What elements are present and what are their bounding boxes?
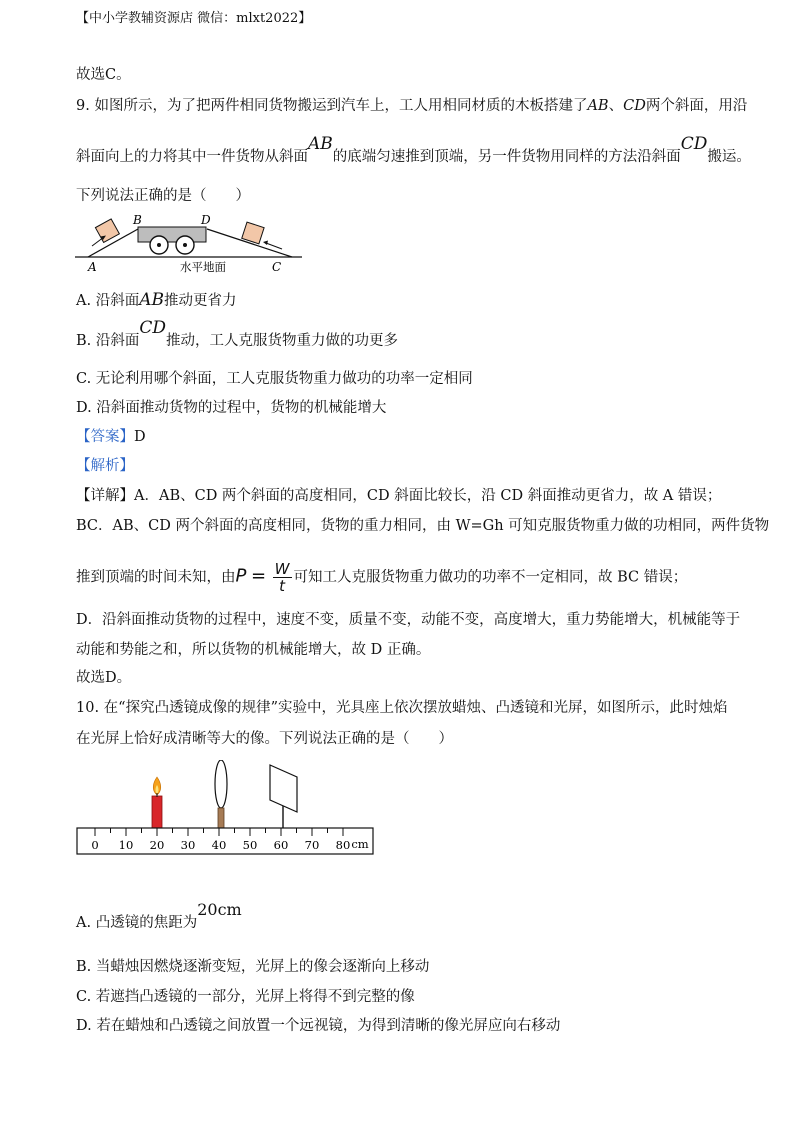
q9-option-d: D. 沿斜面推动货物的过程中，货物的机械能增大 xyxy=(76,400,387,416)
q9-detail-line1: 【详解】A．AB、CD 两个斜面的高度相同，CD 斜面比较长，沿 CD 斜面推动更省力，故 A 错误； xyxy=(76,488,722,504)
q9-answer: 【答案】D xyxy=(76,429,146,445)
q9-analysis-tag: 【解析】 xyxy=(76,458,134,474)
q9-conclusion: 故选D。 xyxy=(76,670,132,686)
candle xyxy=(152,796,162,828)
q10-option-d: D. 若在蜡烛和凸透镜之间放置一个远视镜，为得到清晰的像光屏应向右移动 xyxy=(76,1018,561,1034)
light-screen xyxy=(270,765,297,812)
ruler-tick-label: 30 xyxy=(180,838,196,852)
q9-detail-line2: BC．AB、CD 两个斜面的高度相同，货物的重力相同，由 W=Gh 可知克服货物重力做的功相同，两件货物 xyxy=(76,518,770,534)
prev-answer: 故选C。 xyxy=(76,67,131,83)
convex-lens xyxy=(215,760,227,808)
ruler-tick-label: 50 xyxy=(242,838,258,852)
ruler-tick-label: 60 xyxy=(273,838,289,852)
q10-option-c: C. 若遮挡凸透镜的一部分，光屏上将得不到完整的像 xyxy=(76,989,415,1005)
ruler-tick-label: 80 xyxy=(335,838,351,852)
q9-stem-line3: 下列说法正确的是（ ） xyxy=(76,188,250,204)
q9-detail-line5: 动能和势能之和，所以货物的机械能增大，故 D 正确。 xyxy=(76,642,431,658)
ground-label: 水平地面 xyxy=(180,260,226,274)
label-b: B xyxy=(133,213,142,227)
q10-option-a: A. 凸透镜的焦距为20cm xyxy=(76,900,242,931)
q9-option-a: A. 沿斜面AB推动更省力 xyxy=(76,290,237,310)
ruler-tick-label: 20 xyxy=(149,838,165,852)
page-header: 【中小学教辅资源店 微信：mlxt2022】 xyxy=(76,11,312,26)
q10-stem-line2: 在光屏上恰好成清晰等大的像。下列说法正确的是（ ） xyxy=(76,731,453,747)
q10-stem-line1: 10. 在“探究凸透镜成像的规律”实验中，光具座上依次摆放蜡烛、凸透镜和光屏，如图所示，此时烛焰 xyxy=(76,700,728,716)
q10-option-b: B. 当蜡烛因燃烧逐渐变短，光屏上的像会逐渐向上移动 xyxy=(76,959,430,975)
ramp-cart-figure xyxy=(70,212,310,277)
q9-option-c: C. 无论利用哪个斜面，工人克服货物重力做功的功率一定相同 xyxy=(76,371,473,387)
q9-stem-line1: 9. 如图所示，为了把两件相同货物搬运到汽车上，工人用相同材质的木板搭建了AB、CD两个斜面，用沿 xyxy=(76,98,748,114)
q9-stem-line2: 斜面向上的力将其中一件货物从斜面AB的底端匀速推到顶端，另一件货物用同样的方法沿斜面CD搬运。 xyxy=(76,134,751,165)
optical-bench-figure xyxy=(74,760,384,860)
q9-detail-line4: D．沿斜面推动货物的过程中，速度不变，质量不变，动能不变，高度增大，重力势能增大，机械能等于 xyxy=(76,612,741,628)
power-formula-fraction: $\frac{W}{t}$ xyxy=(274,560,290,595)
label-c: C xyxy=(272,260,282,274)
label-d: D xyxy=(201,213,211,227)
label-a: A xyxy=(88,260,97,274)
ruler-tick-label: 10 xyxy=(118,838,134,852)
q9-detail-line3: 推到顶端的时间未知，由P = $\frac{W}{t}$ 可知工人克服货物重力做功的功率不一定相同，故 BC 错误； xyxy=(76,560,688,595)
ruler-tick-label: 40 xyxy=(211,838,227,852)
ruler-tick-label: 0 xyxy=(91,838,99,852)
ruler-unit: cm xyxy=(351,837,369,851)
q9-option-b: B. 沿斜面CD推动，工人克服货物重力做的功更多 xyxy=(76,318,399,349)
ruler-tick-label: 70 xyxy=(304,838,320,852)
